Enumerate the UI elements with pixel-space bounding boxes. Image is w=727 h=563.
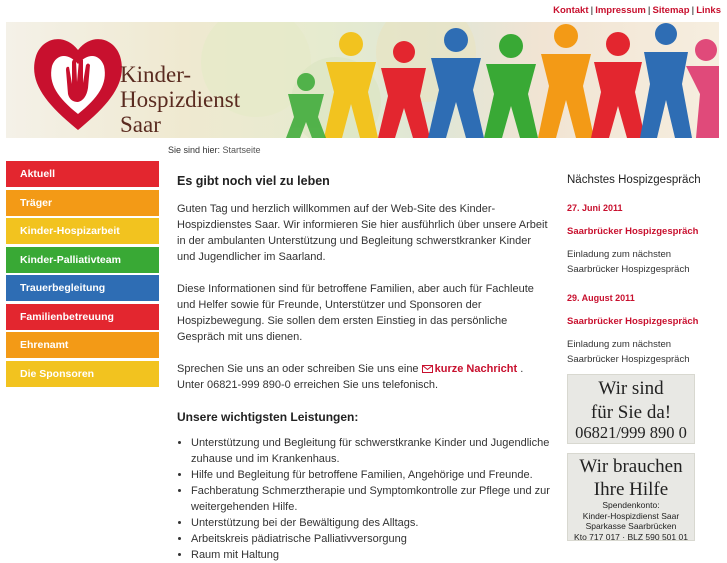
main-content	[177, 168, 552, 563]
impressum-link[interactable]: Impressum	[595, 5, 646, 16]
heart-hand-logo-icon[interactable]	[34, 39, 122, 130]
kontakt-link[interactable]: Kontakt	[553, 5, 589, 16]
list-item: • Unterstützung bei der Bewältigung des Alltags.	[191, 515, 552, 531]
promo-line: Wir brauchen	[579, 456, 683, 477]
breadcrumb-current[interactable]: Startseite	[222, 145, 261, 155]
event-date: 27. Juni 2011	[567, 203, 623, 213]
separator: |	[691, 5, 695, 16]
nav-item-familienbetreuung[interactable]: Familienbetreuung	[6, 304, 159, 330]
logo-text-line1: Kinder-	[120, 62, 192, 87]
separator: |	[590, 5, 594, 16]
event-description: Einladung zum nächsten Saarbrücker Hospizgespräch	[567, 339, 690, 365]
nav-item-aktuell[interactable]: Aktuell	[6, 161, 159, 187]
donation-promo-banner[interactable]	[567, 453, 695, 541]
audience-paragraph: Diese Informationen sind für betroffene Familien, aber auch für Fachleute und Helfer sowie für Freunde, Unterstützer und Sponsoren der Hospizbewegung. Sie sollen dem ersten Einstieg in das persönliche Gespräch mit uns dienen.	[177, 283, 534, 343]
donation-account-number: Kto 717 017 · BLZ 590 501 01	[574, 531, 688, 542]
sitemap-link[interactable]: Sitemap	[652, 5, 690, 16]
contact-paragraph	[177, 361, 552, 393]
list-item: • Hilfe und Begleitung für betroffene Familien, Angehörige und Freunde.	[191, 467, 552, 483]
nav-item-sponsoren[interactable]: Die Sponsoren	[6, 361, 159, 387]
banner-artwork	[6, 22, 719, 138]
event-title-link[interactable]: Saarbrücker Hospizgespräch	[567, 226, 699, 237]
logo-text-line2: Hospizdienst	[120, 87, 241, 112]
promo-line: Ihre Hilfe	[593, 479, 669, 500]
contact-promo-banner[interactable]	[567, 374, 695, 444]
nav-item-ehrenamt[interactable]: Ehrenamt	[6, 332, 159, 358]
services-list	[177, 435, 552, 563]
event-date: 29. August 2011	[567, 293, 635, 303]
sidebar-title: Nächstes Hospizgespräch	[567, 174, 701, 186]
donation-bank: Sparkasse Saarbrücken	[585, 521, 677, 531]
promo-phone: 06821/999 890 0	[575, 423, 687, 442]
page-title: Es gibt noch viel zu leben	[177, 174, 330, 188]
top-navigation	[553, 5, 721, 16]
event-title-link[interactable]: Saarbrücker Hospizgespräch	[567, 316, 699, 327]
promo-line: für Sie da!	[590, 402, 672, 423]
services-heading: Unsere wichtigsten Leistungen:	[177, 410, 359, 424]
breadcrumb	[168, 145, 261, 155]
donation-account-holder: Kinder-Hospizdienst Saar	[582, 510, 680, 521]
nav-item-kinder-hospizarbeit[interactable]: Kinder-Hospizarbeit	[6, 218, 159, 244]
header-banner	[6, 22, 719, 138]
envelope-icon	[422, 365, 433, 373]
intro-paragraph: Guten Tag und herzlich willkommen auf der Web-Site des Kinder-Hospizdienstes Saar. Wir informieren Sie hier ausführlich über unsere Arbeit in der ambulanten Unterstützung und Begleitung schwerstkranker Kinder und Jugendlicher im Saarland.	[177, 203, 548, 263]
events-sidebar	[567, 168, 717, 381]
list-item: • Fachberatung Schmerztherapie und Symptomkontrolle zur Pflege und zur weitergehenden Hilfe.	[191, 483, 552, 515]
links-link[interactable]: Links	[696, 5, 721, 16]
contact-text-after: . Unter 06821-999 890-0 erreichen Sie uns telefonisch.	[177, 363, 524, 391]
donation-account-label: Spendenkonto:	[602, 500, 660, 510]
list-item: • Raum mit Haltung	[191, 547, 552, 563]
nav-item-trauerbegleitung[interactable]: Trauerbegleitung	[6, 275, 159, 301]
event-description: Einladung zum nächsten Saarbrücker Hospizgespräch	[567, 249, 690, 275]
side-navigation	[6, 161, 159, 389]
list-item: • Arbeitskreis pädiatrische Palliativversorgung	[191, 531, 552, 547]
list-item: • Unterstützung und Begleitung für schwerstkranke Kinder und Jugendliche zuhause und im Krankenhaus.	[191, 435, 552, 467]
short-message-link[interactable]: kurze Nachricht	[434, 363, 518, 375]
contact-text-before: Sprechen Sie uns an oder schreiben Sie uns eine	[177, 363, 419, 375]
promo-line: Wir sind	[598, 378, 664, 399]
separator: |	[647, 5, 651, 16]
nav-item-traeger[interactable]: Träger	[6, 190, 159, 216]
nav-item-kinder-palliativteam[interactable]: Kinder-Palliativteam	[6, 247, 159, 273]
breadcrumb-prefix: Sie sind hier:	[168, 145, 221, 155]
logo-text-line3: Saar	[120, 112, 161, 137]
